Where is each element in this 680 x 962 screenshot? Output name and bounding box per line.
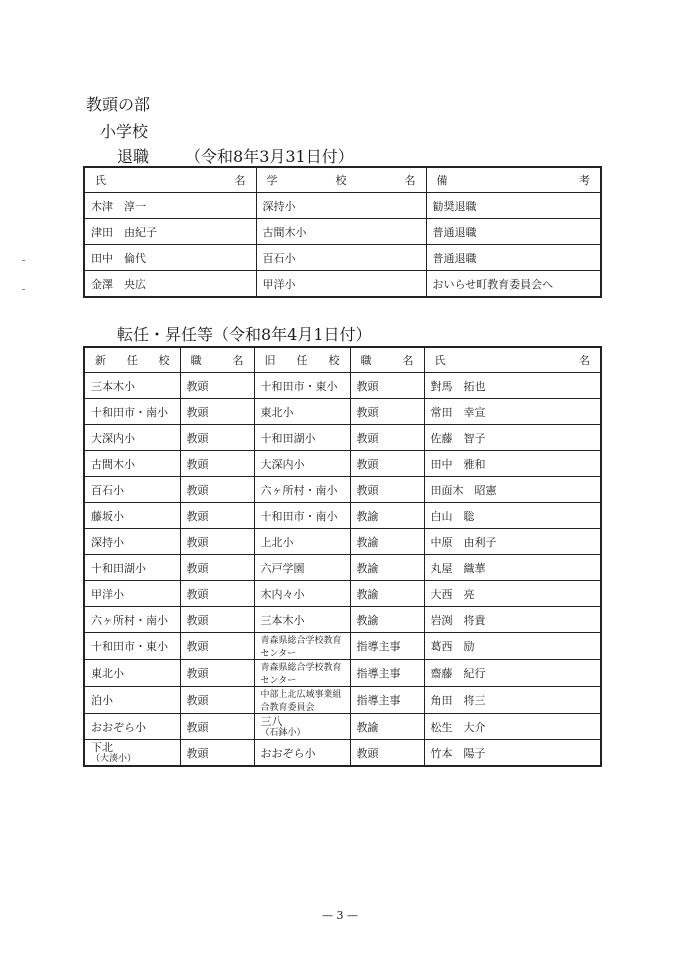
table-row <box>84 687 601 714</box>
cell-new-position: 教頭 <box>180 633 254 660</box>
cell-old-position: 教諭 <box>350 555 424 581</box>
cell-old-school: 三本木小 <box>254 607 350 633</box>
cell-new-position: 教頭 <box>180 425 254 451</box>
cell-name: 田面木 昭憲 <box>424 477 601 503</box>
cell-school: 甲洋小 <box>256 271 426 298</box>
subsection-heading: 小学校 <box>100 122 149 141</box>
table-row <box>84 477 601 503</box>
header-old-position: 職 名 <box>350 347 424 373</box>
cell-new-school: 東北小 <box>84 660 180 687</box>
cell-name: 白山 聡 <box>424 503 601 529</box>
old-school-text: 青森県総合学校教育センター <box>260 663 342 686</box>
retirement-title: 退職 <box>117 147 150 166</box>
cell-new-school: 百石小 <box>84 477 180 503</box>
cell-old-position: 教諭 <box>350 714 424 740</box>
cell-old-position: 教頭 <box>350 399 424 425</box>
cell-old-school: 十和田市・南小 <box>254 503 350 529</box>
cell-old-position: 教頭 <box>350 373 424 399</box>
transfer-table <box>83 346 602 767</box>
transfer-header-row <box>84 347 601 373</box>
cell-new-position: 教頭 <box>180 399 254 425</box>
cell-old-school: 大深内小 <box>254 451 350 477</box>
cell-new-school: おおぞら小 <box>84 714 180 740</box>
cell-name: 岩渕 将貴 <box>424 607 601 633</box>
cell-name: 齋藤 紀行 <box>424 660 601 687</box>
cell-old-school <box>254 633 350 660</box>
table-row <box>84 633 601 660</box>
header-name: 氏 名 <box>424 347 601 373</box>
cell-name: 大西 亮 <box>424 581 601 607</box>
cell-old-position: 指導主事 <box>350 633 424 660</box>
cell-old-position: 教頭 <box>350 740 424 767</box>
cell-old-position: 指導主事 <box>350 687 424 714</box>
cell-old-position: 教頭 <box>350 425 424 451</box>
table-row <box>84 529 601 555</box>
cell-old-school: 六ヶ所村・南小 <box>254 477 350 503</box>
cell-new-position: 教頭 <box>180 373 254 399</box>
cell-new-school: 古間木小 <box>84 451 180 477</box>
cell-note: 勧奨退職 <box>426 193 601 219</box>
cell-new-position: 教頭 <box>180 451 254 477</box>
table-row <box>84 740 601 767</box>
cell-name: 金澤 央広 <box>84 271 256 298</box>
cell-old-school <box>254 660 350 687</box>
cell-new-position: 教頭 <box>180 687 254 714</box>
cell-new-school: 六ヶ所村・南小 <box>84 607 180 633</box>
cell-name: 角田 将三 <box>424 687 601 714</box>
cell-new-school: 十和田湖小 <box>84 555 180 581</box>
cell-new-position: 教頭 <box>180 529 254 555</box>
cell-old-school: 上北小 <box>254 529 350 555</box>
cell-new-school: 泊小 <box>84 687 180 714</box>
table-row <box>84 193 601 219</box>
cell-new-position: 教頭 <box>180 714 254 740</box>
cell-note: おいらせ町教育委員会へ <box>426 271 601 298</box>
old-school-subtext: （石鉢小） <box>260 727 306 738</box>
cell-name: 竹本 陽子 <box>424 740 601 767</box>
section-heading: 教頭の部 <box>86 95 151 114</box>
cell-old-school <box>254 714 350 740</box>
table-row <box>84 451 601 477</box>
cell-old-school: 十和田市・東小 <box>254 373 350 399</box>
cell-old-position: 指導主事 <box>350 660 424 687</box>
cell-new-school: 十和田市・東小 <box>84 633 180 660</box>
header-old-school: 旧 任 校 <box>254 347 350 373</box>
cell-new-school: 大深内小 <box>84 425 180 451</box>
cell-name: 中原 由利子 <box>424 529 601 555</box>
table-row <box>84 373 601 399</box>
table-row <box>84 555 601 581</box>
cell-name: 常田 幸宣 <box>424 399 601 425</box>
cell-new-position: 教頭 <box>180 555 254 581</box>
cell-name: 田中 倫代 <box>84 245 256 271</box>
cell-name: 木津 淳一 <box>84 193 256 219</box>
cell-name: 松生 大介 <box>424 714 601 740</box>
cell-new-position: 教頭 <box>180 660 254 687</box>
cell-old-position: 教頭 <box>350 477 424 503</box>
cell-new-position: 教頭 <box>180 477 254 503</box>
cell-new-position: 教頭 <box>180 503 254 529</box>
header-name: 氏 名 <box>84 167 256 193</box>
cell-name: 佐藤 智子 <box>424 425 601 451</box>
table-row <box>84 714 601 740</box>
cell-new-position: 教頭 <box>180 581 254 607</box>
cell-new-school: 深持小 <box>84 529 180 555</box>
cell-name: 津田 由紀子 <box>84 219 256 245</box>
table-row <box>84 219 601 245</box>
new-school-text: 下北 <box>91 740 113 754</box>
page-number: — 3 — <box>322 909 358 922</box>
scan-mark <box>22 260 25 261</box>
scan-mark <box>22 289 25 290</box>
header-note: 備 考 <box>426 167 601 193</box>
cell-new-position: 教頭 <box>180 740 254 767</box>
cell-new-school: 甲洋小 <box>84 581 180 607</box>
new-school-subtext: （大湊小） <box>91 753 137 764</box>
cell-name: 丸屋 織華 <box>424 555 601 581</box>
table-row <box>84 245 601 271</box>
table-row <box>84 399 601 425</box>
table-row <box>84 503 601 529</box>
transfer-heading: 転任・昇任等（令和8年4月1日付） <box>117 325 372 344</box>
retirement-table <box>83 166 602 298</box>
cell-new-position: 教頭 <box>180 607 254 633</box>
cell-school: 古間木小 <box>256 219 426 245</box>
cell-note: 普通退職 <box>426 245 601 271</box>
retirement-date: （令和8年3月31日付） <box>185 147 354 166</box>
old-school-text: 三八 <box>260 714 283 728</box>
cell-old-position: 教諭 <box>350 529 424 555</box>
cell-name: 田中 雅和 <box>424 451 601 477</box>
table-row <box>84 425 601 451</box>
cell-name: 葛西 励 <box>424 633 601 660</box>
cell-old-school: 木内々小 <box>254 581 350 607</box>
table-row <box>84 271 601 298</box>
cell-old-school: おおぞら小 <box>254 740 350 767</box>
cell-old-school: 東北小 <box>254 399 350 425</box>
cell-old-position: 教諭 <box>350 503 424 529</box>
cell-new-school <box>84 740 180 767</box>
cell-name: 對馬 拓也 <box>424 373 601 399</box>
table-row <box>84 581 601 607</box>
header-school: 学 校 名 <box>256 167 426 193</box>
cell-school: 深持小 <box>256 193 426 219</box>
cell-old-position: 教頭 <box>350 451 424 477</box>
retirement-header-row <box>84 167 601 193</box>
header-new-position: 職 名 <box>180 347 254 373</box>
cell-school: 百石小 <box>256 245 426 271</box>
retirement-heading <box>117 144 354 167</box>
table-row <box>84 660 601 687</box>
cell-note: 普通退職 <box>426 219 601 245</box>
cell-old-position: 教諭 <box>350 581 424 607</box>
cell-old-school <box>254 687 350 714</box>
cell-new-school: 十和田市・南小 <box>84 399 180 425</box>
old-school-text: 青森県総合学校教育センター <box>260 636 342 659</box>
cell-old-school: 六戸学園 <box>254 555 350 581</box>
cell-new-school: 藤坂小 <box>84 503 180 529</box>
cell-new-school: 三本木小 <box>84 373 180 399</box>
header-new-school: 新 任 校 <box>84 347 180 373</box>
cell-old-position: 教諭 <box>350 607 424 633</box>
table-row <box>84 607 601 633</box>
old-school-text: 中部上北広域事業組合教育委員会 <box>260 690 342 713</box>
cell-old-school: 十和田湖小 <box>254 425 350 451</box>
